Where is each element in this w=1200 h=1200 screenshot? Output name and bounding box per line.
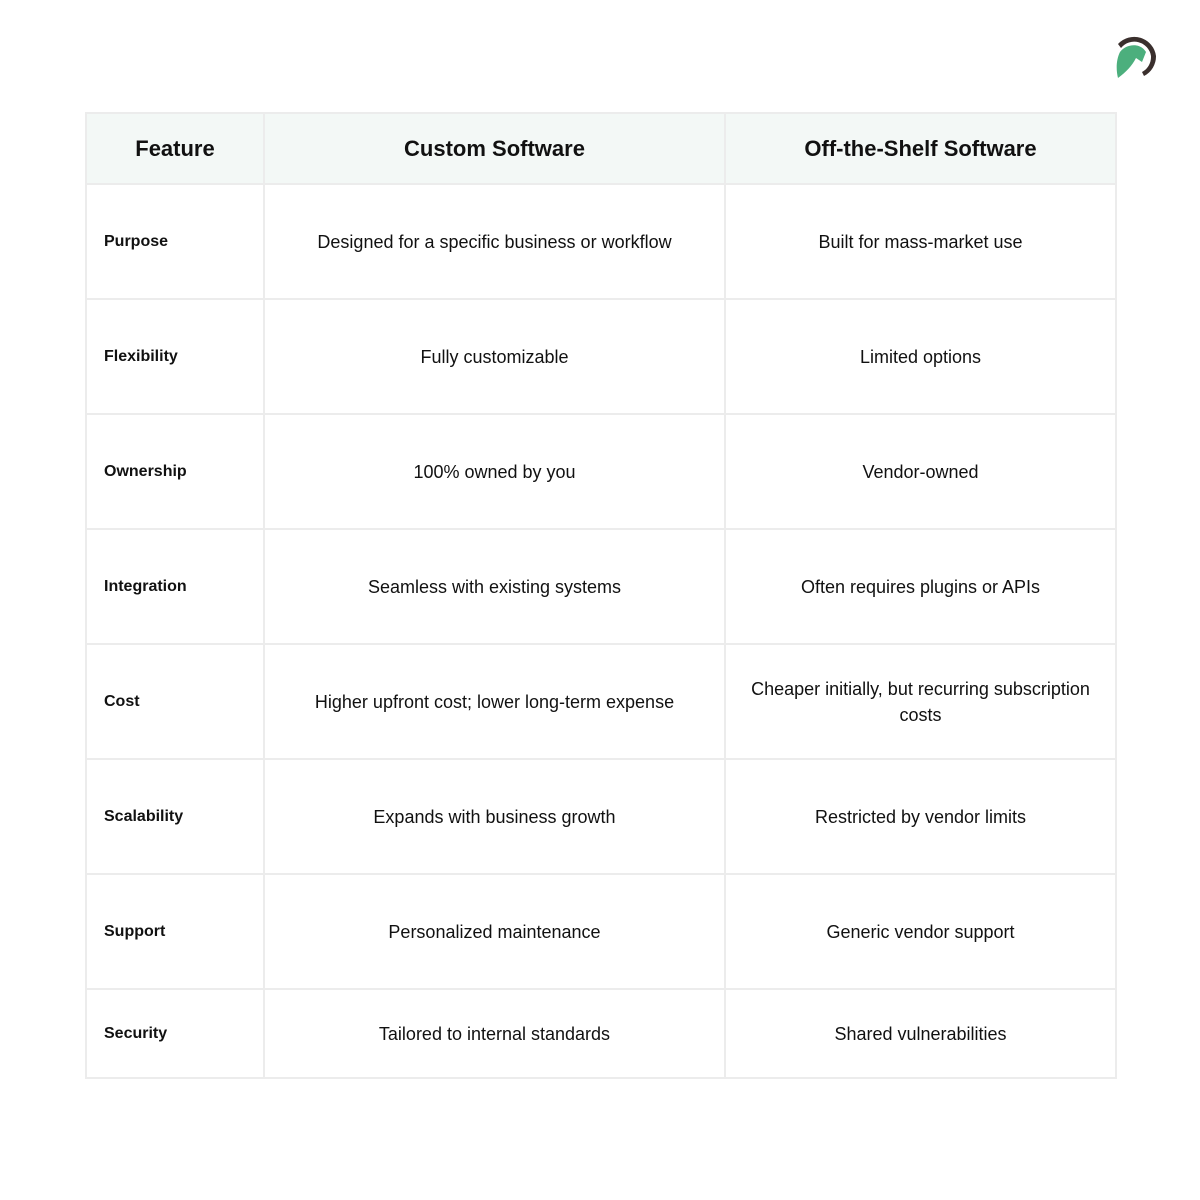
feature-cell: Purpose (86, 184, 264, 299)
feature-cell: Integration (86, 529, 264, 644)
custom-cell: Higher upfront cost; lower long-term expense (264, 644, 725, 759)
comparison-table (85, 112, 1117, 1079)
table-row (86, 529, 1116, 644)
off-the-shelf-cell: Limited options (725, 299, 1116, 414)
custom-cell: Tailored to internal standards (264, 989, 725, 1078)
custom-cell: 100% owned by you (264, 414, 725, 529)
table-row (86, 414, 1116, 529)
feature-cell: Ownership (86, 414, 264, 529)
off-the-shelf-cell: Cheaper initially, but recurring subscription costs (725, 644, 1116, 759)
helmet-logo-icon (1112, 32, 1162, 84)
feature-cell: Scalability (86, 759, 264, 874)
custom-cell: Designed for a specific business or workflow (264, 184, 725, 299)
feature-cell: Security (86, 989, 264, 1078)
off-the-shelf-cell: Vendor-owned (725, 414, 1116, 529)
off-the-shelf-cell: Generic vendor support (725, 874, 1116, 989)
off-the-shelf-cell: Built for mass-market use (725, 184, 1116, 299)
custom-cell: Expands with business growth (264, 759, 725, 874)
custom-cell: Fully customizable (264, 299, 725, 414)
table-row (86, 299, 1116, 414)
feature-cell: Cost (86, 644, 264, 759)
header-row (86, 113, 1116, 184)
table-row (86, 184, 1116, 299)
table-row (86, 759, 1116, 874)
off-the-shelf-cell: Often requires plugins or APIs (725, 529, 1116, 644)
table-row (86, 874, 1116, 989)
off-the-shelf-cell: Shared vulnerabilities (725, 989, 1116, 1078)
off-the-shelf-cell: Restricted by vendor limits (725, 759, 1116, 874)
feature-cell: Support (86, 874, 264, 989)
custom-cell: Personalized maintenance (264, 874, 725, 989)
header-feature: Feature (86, 113, 264, 184)
table-row (86, 644, 1116, 759)
header-off-the-shelf-software: Off-the-Shelf Software (725, 113, 1116, 184)
feature-cell: Flexibility (86, 299, 264, 414)
custom-cell: Seamless with existing systems (264, 529, 725, 644)
header-custom-software: Custom Software (264, 113, 725, 184)
table-row (86, 989, 1116, 1078)
